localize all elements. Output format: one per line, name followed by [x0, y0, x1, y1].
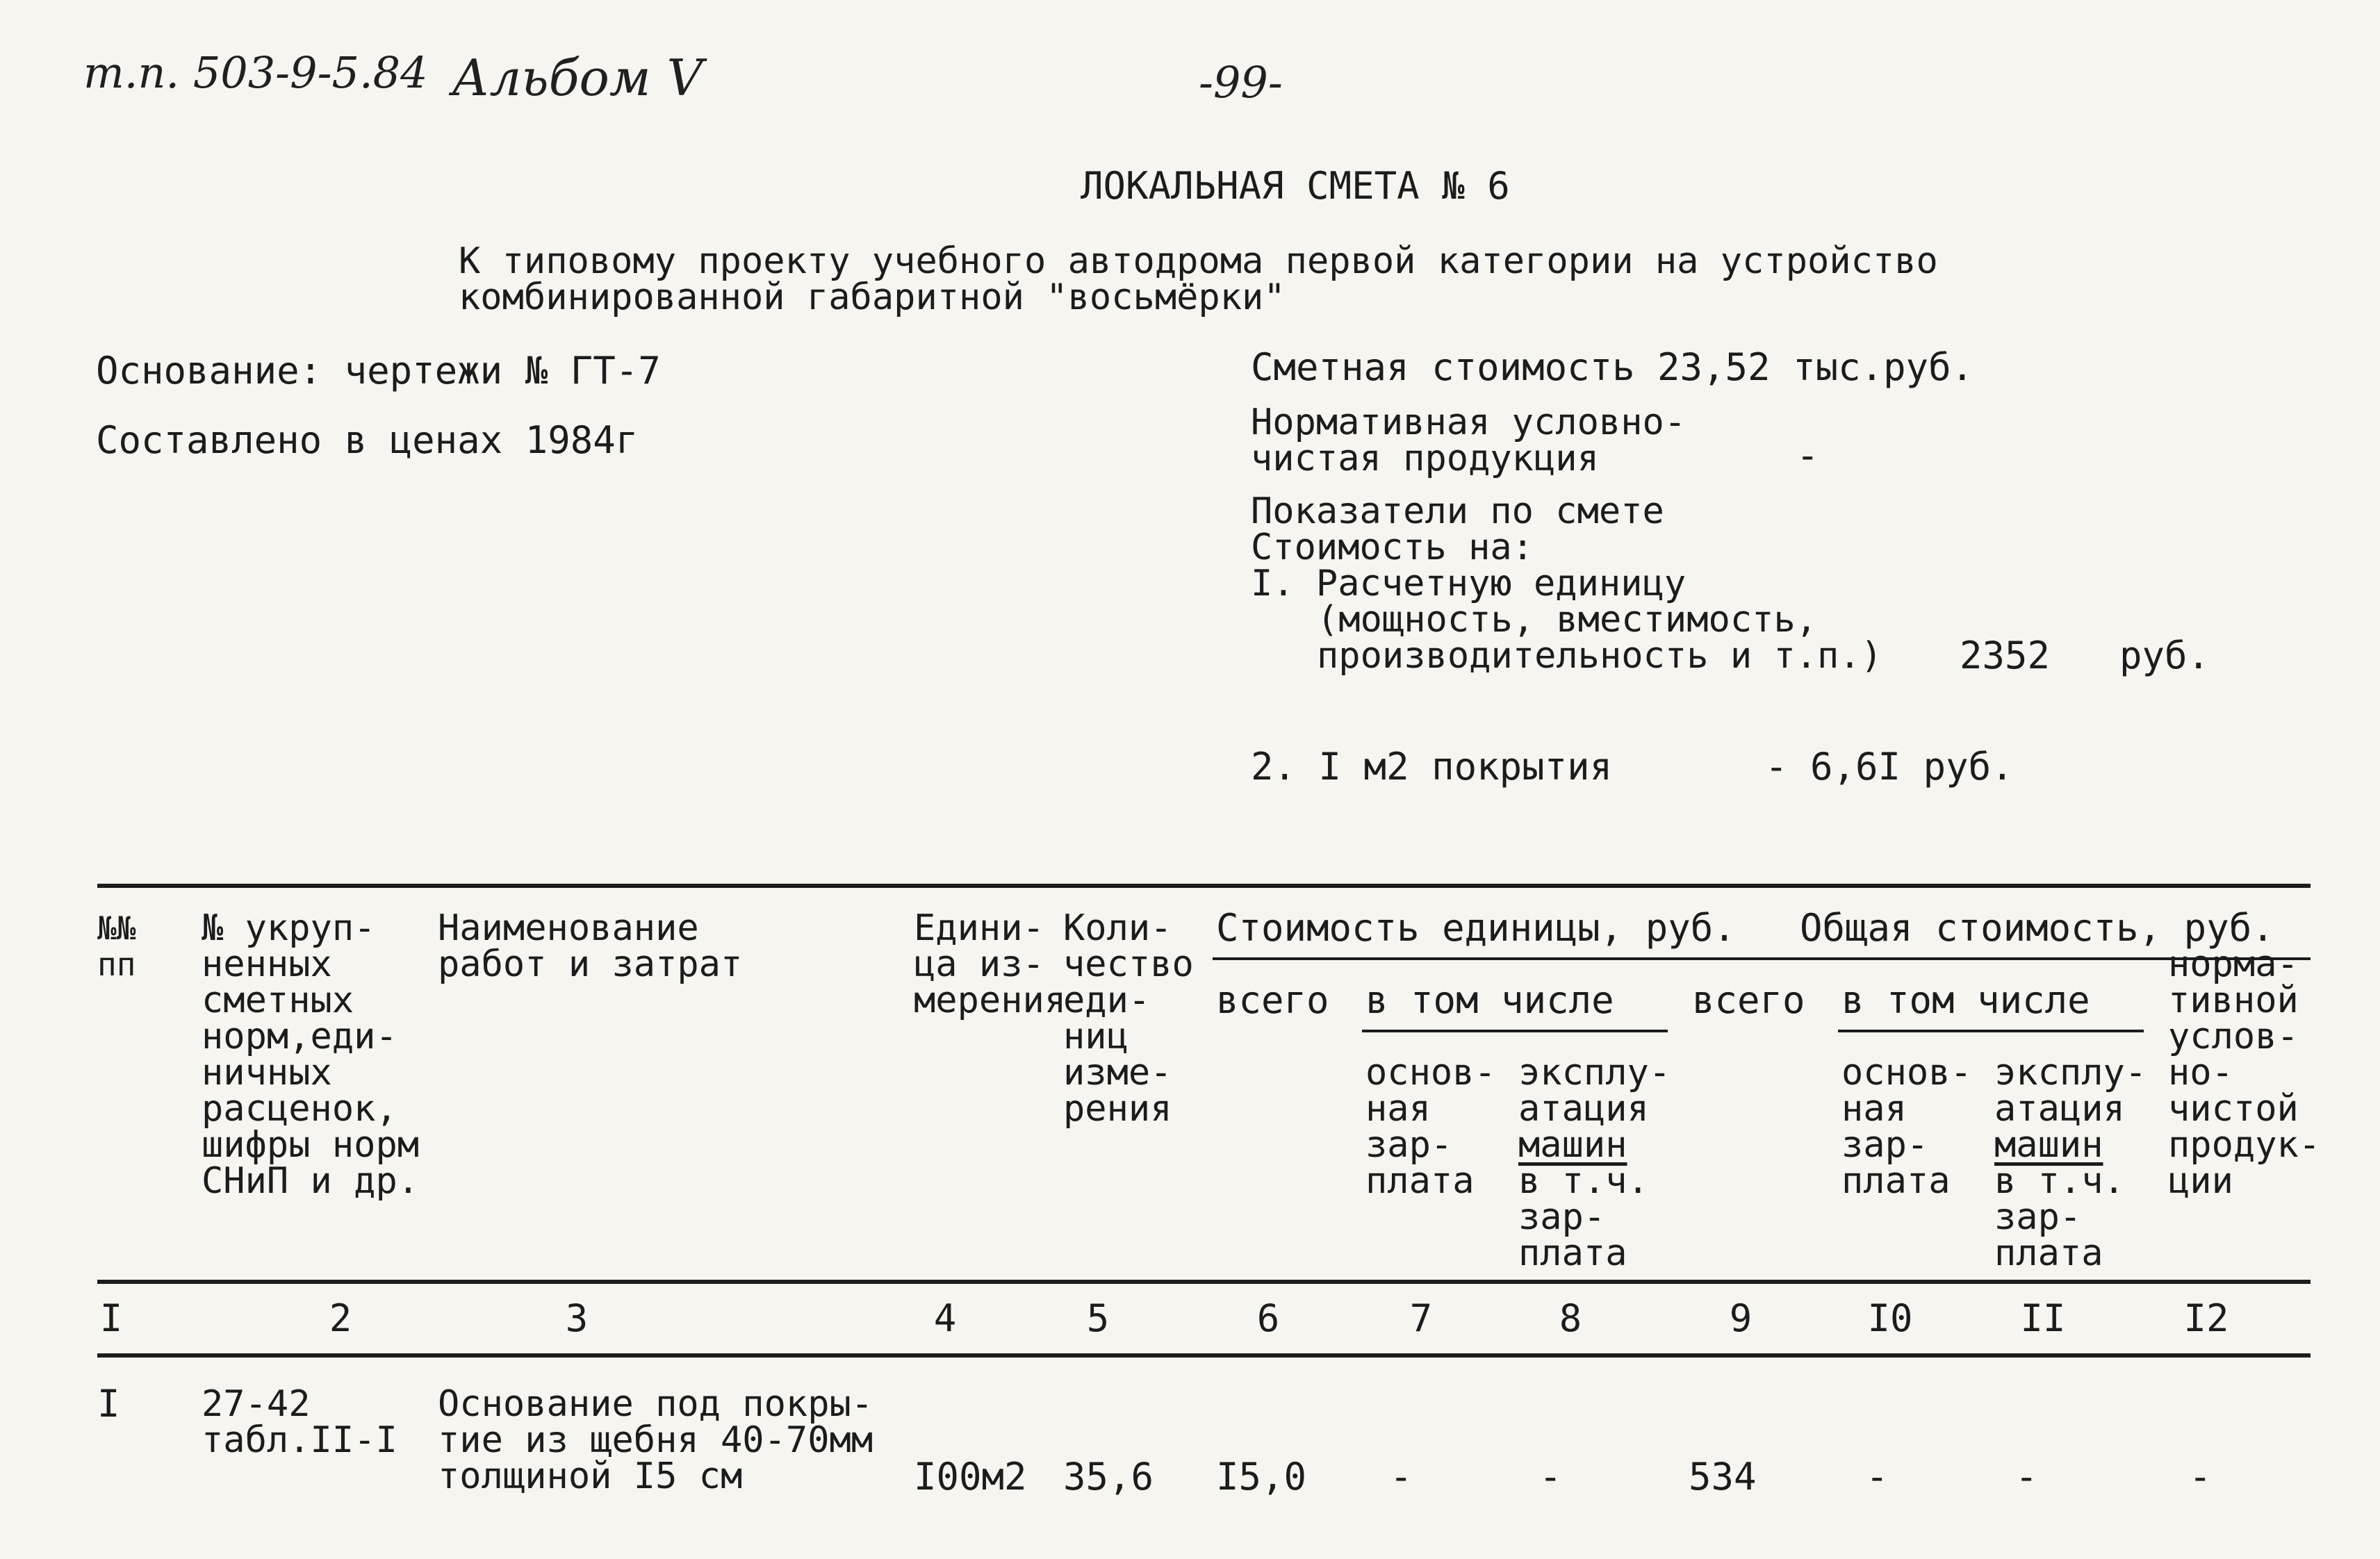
column-number: 6 — [1256, 1296, 1280, 1340]
header-text: тивной — [2168, 980, 2299, 1021]
header-col-num — [97, 910, 136, 982]
header-unit-cost-group: Стоимость единицы, руб. — [1216, 906, 1736, 950]
item1-line: производительность и т.п.) — [1317, 635, 1882, 677]
header-text: зар- — [1994, 1196, 2082, 1238]
header-text: машин — [1518, 1124, 1627, 1166]
header-col-unit — [914, 907, 1067, 1021]
item1-unit: руб. — [2119, 634, 2210, 677]
header-total-cost-group: Общая стоимость, руб. — [1800, 906, 2274, 950]
normative-line: Нормативная условно- — [1251, 402, 1686, 443]
row-unit-machine: - — [1539, 1455, 1562, 1499]
item2-value: - 6,6I руб. — [1765, 745, 2014, 789]
header-text: мерения — [914, 980, 1067, 1021]
indicators-block — [1251, 490, 1882, 677]
row-normative: - — [2189, 1455, 2212, 1499]
page-number: -99- — [1199, 57, 1283, 108]
header-text: норм,еди- — [202, 1016, 397, 1057]
header-text: сметных — [202, 980, 354, 1021]
header-bottom-rule — [97, 1280, 2311, 1284]
header-text: рения — [1063, 1088, 1172, 1130]
cost-group-rule — [1213, 957, 2311, 960]
row-total: 534 — [1689, 1455, 1757, 1499]
row-number: I — [97, 1382, 120, 1426]
header-text: зар- — [1365, 1124, 1453, 1166]
header-text: ции — [2168, 1160, 2233, 1202]
header-text: расценок, — [202, 1088, 397, 1130]
header-text: в т.ч. — [1518, 1160, 1649, 1202]
header-total-including: в том числе — [1841, 978, 2090, 1022]
header-text: ниц — [1063, 1016, 1129, 1057]
header-text: пп — [97, 946, 136, 983]
header-text: СНиП и др. — [202, 1160, 420, 1202]
row-name-line: Основание под покры- — [438, 1383, 873, 1425]
normative-value: - — [1796, 434, 1819, 477]
indicators-title: Показатели по смете — [1251, 490, 1664, 532]
row-name-line: тие из щебня 40-70мм — [438, 1419, 873, 1461]
header-text: чистой — [2168, 1088, 2299, 1130]
header-text: ная — [1841, 1088, 1907, 1130]
header-text: норма- — [2168, 943, 2299, 985]
subtitle-line: комбинированной габаритной "восьмёрки" — [459, 277, 1286, 318]
item1-value: 2352 — [1960, 634, 2051, 677]
normative-line: чистая продукция — [1251, 438, 1599, 479]
album-label: Альбом V — [452, 49, 703, 107]
header-text: работ и затрат — [438, 943, 743, 985]
column-number: 7 — [1409, 1296, 1433, 1340]
header-normative — [2168, 943, 2321, 1202]
header-total-base-salary — [1841, 1052, 1972, 1202]
header-text: Коли- — [1063, 907, 1172, 949]
header-text: № укруп- — [202, 907, 376, 949]
header-text: услов- — [2168, 1016, 2299, 1057]
subtitle — [459, 240, 1938, 318]
header-total-machine-ops — [1994, 1052, 2147, 1274]
item1-line: I. Расчетную единицу — [1251, 563, 1686, 604]
estimated-cost-label: Сметная стоимость — [1251, 345, 1635, 389]
header-text: ненных — [202, 943, 332, 985]
header-text: шифры норм — [202, 1124, 420, 1166]
row-quantity: 35,6 — [1063, 1455, 1154, 1499]
header-unit-total: всего — [1216, 978, 1329, 1022]
row-code-line: 27-42 — [202, 1383, 311, 1425]
header-unit-base-salary — [1365, 1052, 1496, 1202]
header-text: Едини- — [914, 907, 1044, 949]
header-text: атация — [1994, 1088, 2125, 1130]
header-text: чество — [1063, 943, 1194, 985]
row-name-line: толщиной I5 см — [438, 1455, 743, 1497]
header-col-name — [438, 907, 743, 985]
page-title: ЛОКАЛЬНАЯ СМЕТА № 6 — [1081, 164, 1510, 208]
header-unit-machine-ops — [1518, 1052, 1671, 1274]
header-text: плата — [1365, 1160, 1475, 1202]
row-unit-total: I5,0 — [1216, 1455, 1307, 1499]
header-col-code — [202, 907, 420, 1202]
total-including-rule — [1838, 1030, 2144, 1032]
header-text: эксплу- — [1518, 1052, 1671, 1094]
header-text: №№ — [97, 909, 136, 947]
header-text: в т.ч. — [1994, 1160, 2125, 1202]
table-top-rule — [97, 884, 2311, 888]
document-code: т.п. 503-9-5.84 — [83, 47, 428, 98]
cost-per-label: Стоимость на: — [1251, 527, 1534, 568]
item1-line: (мощность, вместимость, — [1317, 599, 1818, 641]
column-number: 9 — [1729, 1296, 1753, 1340]
header-text: эксплу- — [1994, 1052, 2147, 1094]
header-text: ца из- — [914, 943, 1044, 985]
column-number: 3 — [565, 1296, 589, 1340]
header-text: зар- — [1841, 1124, 1929, 1166]
header-text: изме- — [1063, 1052, 1172, 1094]
header-text: но- — [2168, 1052, 2233, 1094]
column-number: 8 — [1559, 1296, 1582, 1340]
header-text: зар- — [1518, 1196, 1606, 1238]
unit-including-rule — [1362, 1030, 1668, 1032]
header-text: атация — [1518, 1088, 1649, 1130]
header-text: плата — [1994, 1232, 2103, 1274]
column-number: 5 — [1086, 1296, 1110, 1340]
row-code — [202, 1383, 397, 1461]
column-number: I2 — [2183, 1296, 2229, 1340]
header-text: основ- — [1841, 1052, 1972, 1094]
header-col-qty — [1063, 907, 1194, 1130]
header-text: Наименование — [438, 907, 699, 949]
header-text: машин — [1994, 1124, 2103, 1166]
header-total-total: всего — [1692, 978, 1805, 1022]
prices-text: Составлено в ценах 1984г — [96, 418, 639, 462]
estimated-cost-value: 23,52 тыс.руб. — [1657, 345, 1974, 389]
column-numbers-rule — [97, 1353, 2311, 1358]
column-number: I0 — [1867, 1296, 1913, 1340]
column-number: I — [99, 1296, 123, 1340]
column-number: II — [2020, 1296, 2066, 1340]
row-unit-salary: - — [1390, 1455, 1413, 1499]
row-total-salary: - — [1866, 1455, 1889, 1499]
header-text: ничных — [202, 1052, 332, 1094]
header-text: еди- — [1063, 980, 1151, 1021]
item2-label: 2. I м2 покрытия — [1251, 745, 1613, 789]
column-number: 2 — [329, 1296, 352, 1340]
subtitle-line: К типовому проекту учебного автодрома первой категории на устройство — [459, 240, 1938, 282]
header-text: основ- — [1365, 1052, 1496, 1094]
row-code-line: табл.II-I — [202, 1419, 397, 1461]
header-text: плата — [1518, 1232, 1627, 1274]
column-number: 4 — [933, 1296, 957, 1340]
header-text: продук- — [2168, 1124, 2321, 1166]
row-unit: I00м2 — [914, 1455, 1027, 1499]
row-name — [438, 1383, 873, 1497]
normative-product — [1251, 404, 1686, 477]
header-text: ная — [1365, 1088, 1431, 1130]
row-total-machine: - — [2015, 1455, 2038, 1499]
header-unit-including: в том числе — [1365, 978, 1614, 1022]
header-text: плата — [1841, 1160, 1951, 1202]
basis-text: Основание: чертежи № ГТ-7 — [96, 349, 661, 393]
